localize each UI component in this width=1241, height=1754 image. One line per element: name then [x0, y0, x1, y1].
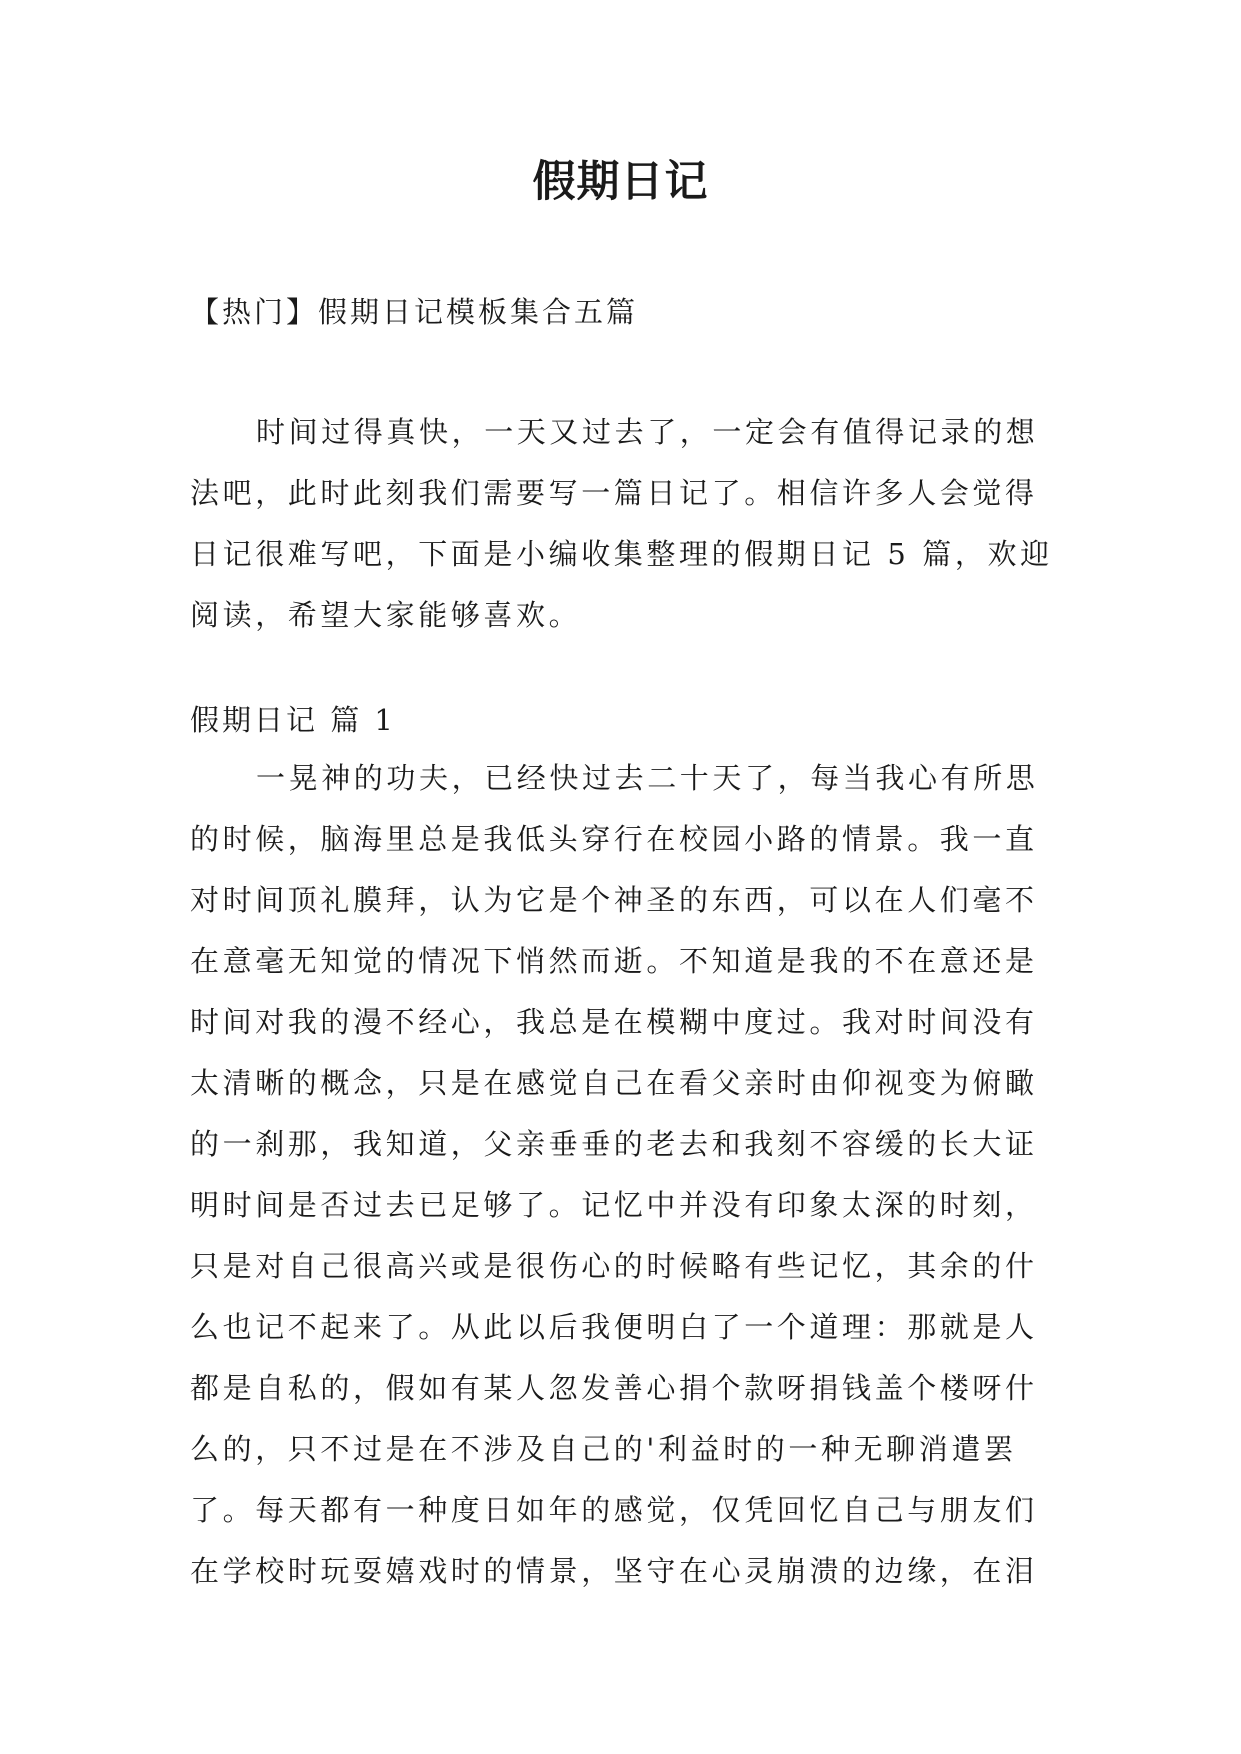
entry-line: 时间对我的漫不经心，我总是在模糊中度过。我对时间没有 — [190, 1005, 1038, 1039]
intro-line: 阅读，希望大家能够喜欢。 — [190, 598, 582, 632]
entry-line: 一晃神的功夫，已经快过去二十天了，每当我心有所思 — [256, 761, 1039, 795]
entry-line: 在意毫无知觉的情况下悄然而逝。不知道是我的不在意还是 — [190, 944, 1038, 978]
entry-line: 只是对自己很高兴或是很伤心的时候略有些记忆，其余的什 — [190, 1249, 1038, 1283]
entry-line: 在学校时玩耍嬉戏时的情景，坚守在心灵崩溃的边缘，在泪 — [190, 1554, 1038, 1588]
entry-line: 的时候，脑海里总是我低头穿行在校园小路的情景。我一直 — [190, 822, 1038, 856]
document-title: 假期日记 — [532, 157, 709, 207]
entry-line: 了。每天都有一种度日如年的感觉，仅凭回忆自己与朋友们 — [190, 1493, 1038, 1527]
intro-line: 日记很难写吧，下面是小编收集整理的假期日记 5 篇，欢迎 — [190, 537, 1053, 571]
entry-line: 么的，只不过是在不涉及自己的'利益时的一种无聊消遣罢 — [190, 1432, 1017, 1466]
document-subtitle: 【热门】假期日记模板集合五篇 — [190, 295, 639, 329]
section-heading: 假期日记 篇 1 — [190, 703, 396, 737]
entry-line: 的一刹那，我知道，父亲垂垂的老去和我刻不容缓的长大证 — [190, 1127, 1038, 1161]
entry-line: 都是自私的，假如有某人忽发善心捐个款呀捐钱盖个楼呀什 — [190, 1371, 1038, 1405]
entry-paragraph — [190, 748, 1050, 1602]
entry-line: 太清晰的概念，只是在感觉自己在看父亲时由仰视变为俯瞰 — [190, 1066, 1038, 1100]
entry-line: 对时间顶礼膜拜，认为它是个神圣的东西，可以在人们毫不 — [190, 883, 1038, 917]
intro-paragraph — [190, 402, 1053, 646]
intro-line: 法吧，此时此刻我们需要写一篇日记了。相信许多人会觉得 — [190, 476, 1038, 510]
entry-line: 明时间是否过去已足够了。记忆中并没有印象太深的时刻， — [190, 1188, 1038, 1222]
entry-line: 么也记不起来了。从此以后我便明白了一个道理：那就是人 — [190, 1310, 1038, 1344]
intro-line: 时间过得真快，一天又过去了，一定会有值得记录的想 — [256, 415, 1039, 449]
